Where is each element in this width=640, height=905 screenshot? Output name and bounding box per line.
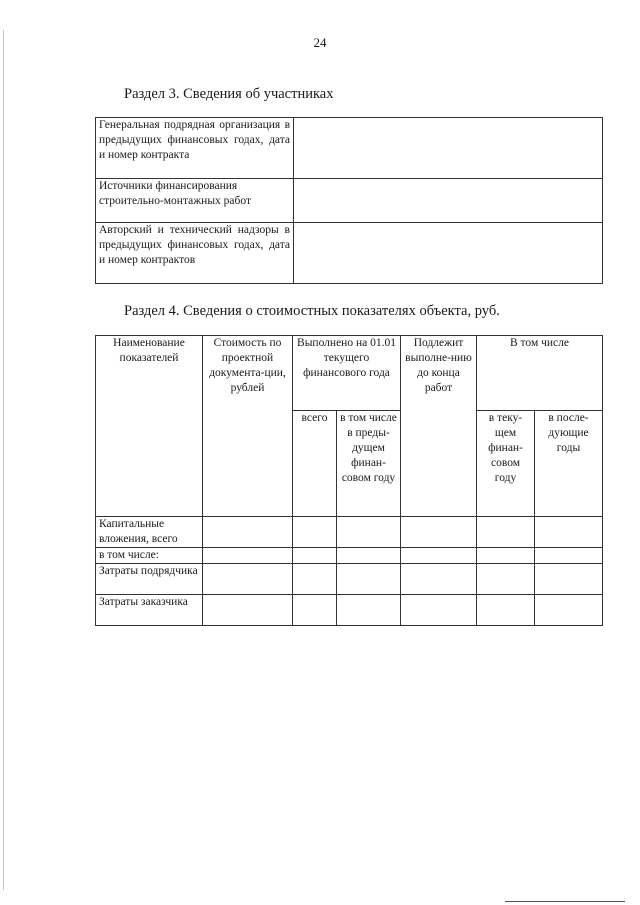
table-row (96, 517, 603, 548)
section-3-title: Раздел 3. Сведения об участниках (124, 86, 334, 102)
cost-indicators-table (95, 335, 603, 626)
table-row (96, 223, 603, 284)
table-row (96, 595, 603, 626)
table-cell (477, 564, 535, 595)
table-cell (477, 548, 535, 564)
table-cell (337, 517, 401, 548)
table-row (96, 179, 603, 223)
table-cell (337, 564, 401, 595)
header-cost: Стоимость по проектной документа-ции, рублей (203, 336, 293, 517)
header-done-prev-year: в том числе в преды-дущем финан-совом году (337, 411, 401, 517)
table-cell (401, 595, 477, 626)
table-cell (293, 564, 337, 595)
scan-edge-line (3, 30, 4, 890)
table-cell (401, 517, 477, 548)
table-cell (477, 595, 535, 626)
table-cell (477, 517, 535, 548)
row-value (294, 118, 603, 179)
participants-table (95, 117, 603, 284)
table-cell (535, 595, 603, 626)
header-remaining: Подлежит выполне-нию до конца работ (401, 336, 477, 517)
scan-bottom-line (505, 901, 625, 902)
header-row (96, 336, 603, 411)
table-cell (401, 548, 477, 564)
table-cell (401, 564, 477, 595)
row-label: Капитальные вложения, всего (96, 517, 203, 548)
table-cell (293, 517, 337, 548)
header-including: В том числе (477, 336, 603, 411)
header-current-year: в теку-щем финан-совом году (477, 411, 535, 517)
row-value (294, 223, 603, 284)
section-4-title: Раздел 4. Сведения о стоимостных показателях объекта, руб. (124, 303, 500, 319)
table-row (96, 548, 603, 564)
header-name: Наименование показателей (96, 336, 203, 517)
row-label: Авторский и технический надзоры в предыдущих финансовых годах, дата и номер контрактов (96, 223, 294, 284)
header-done: Выполнено на 01.01 текущего финансового года (293, 336, 401, 411)
row-label: Источники финансирования строительно-монтажных работ (96, 179, 294, 223)
table-cell (203, 595, 293, 626)
table-cell (535, 564, 603, 595)
row-label: в том числе: (96, 548, 203, 564)
row-value (294, 179, 603, 223)
table-cell (293, 595, 337, 626)
table-cell (203, 548, 293, 564)
table-cell (337, 548, 401, 564)
table-cell (535, 548, 603, 564)
row-label: Генеральная подрядная организация в предыдущих финансовых годах, дата и номер контракта (96, 118, 294, 179)
header-next-years: в после-дующие годы (535, 411, 603, 517)
page-number: 24 (313, 35, 327, 50)
table-cell (535, 517, 603, 548)
row-label: Затраты заказчика (96, 595, 203, 626)
table-cell (203, 517, 293, 548)
table-cell (293, 548, 337, 564)
row-label: Затраты подрядчика (96, 564, 203, 595)
table-cell (337, 595, 401, 626)
table-cell (203, 564, 293, 595)
header-done-total: всего (293, 411, 337, 517)
table-row (96, 564, 603, 595)
table-row (96, 118, 603, 179)
